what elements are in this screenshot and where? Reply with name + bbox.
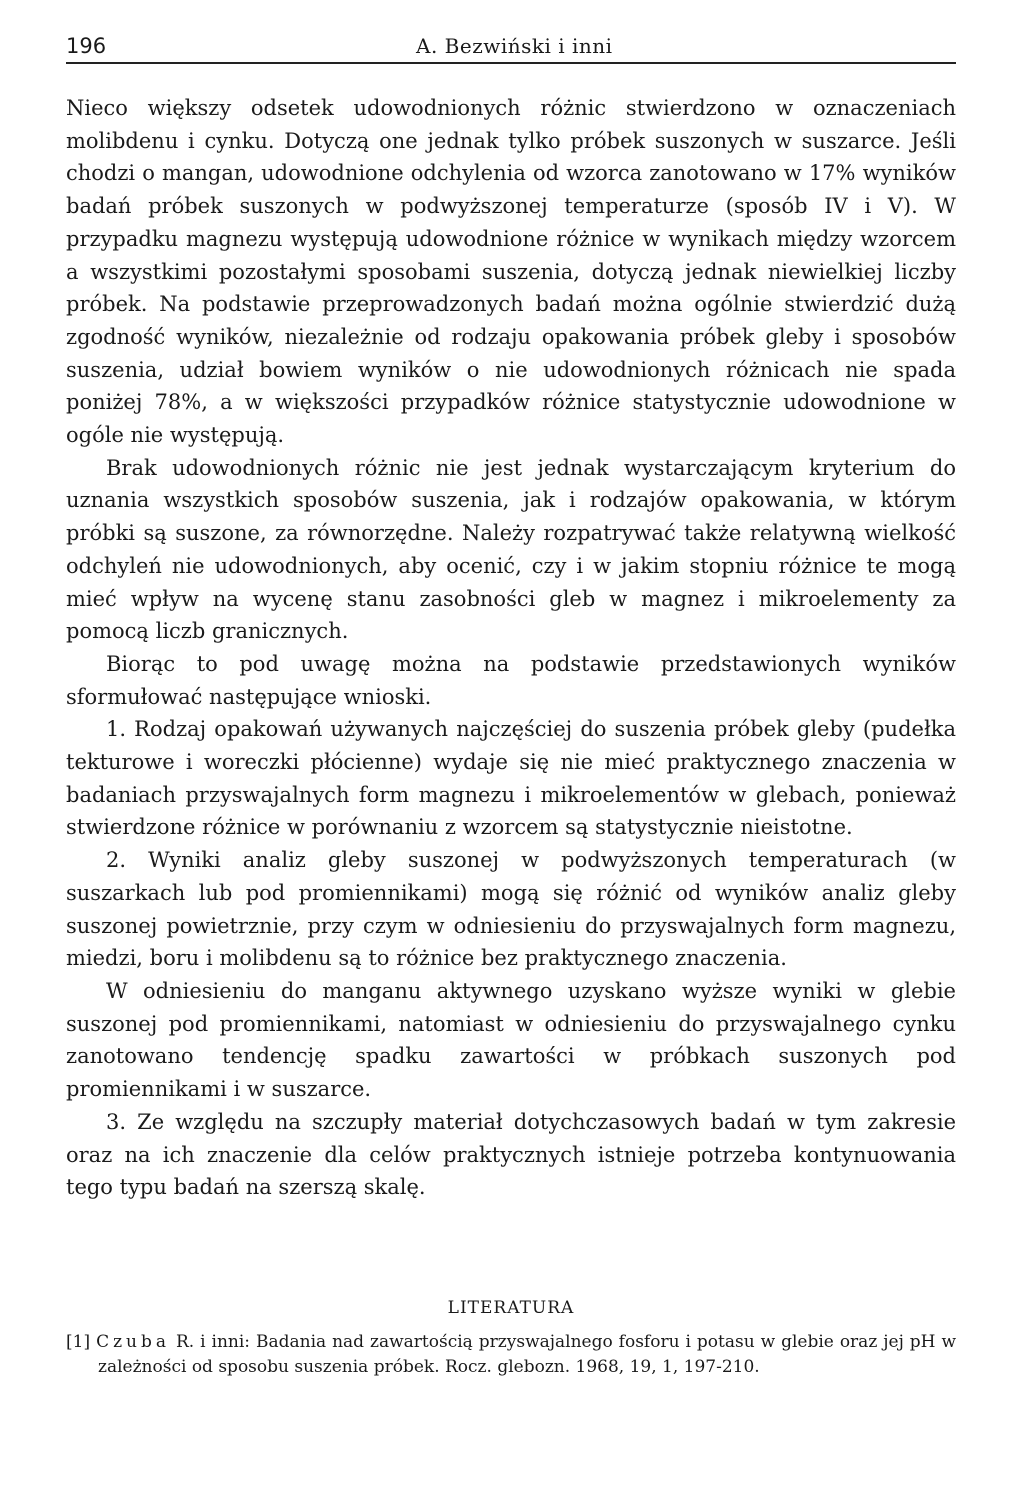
body-text	[66, 92, 956, 1204]
reference-text: R. i inni: Badania nad zawartością przyswajalnego fosforu i potasu w glebie oraz jej pH w zależności od sposobu suszenia próbek. Rocz. glebozn. 1968, 19, 1, 197-210.	[98, 1332, 957, 1377]
references-title: LITERATURA	[447, 1298, 575, 1318]
running-title: A. Bezwiński i inni	[416, 34, 613, 58]
references-list	[66, 1330, 956, 1379]
page	[66, 0, 956, 1498]
conclusion-item: 2. Wyniki analiz gleby suszonej w podwyższonych temperaturach (w suszarkach lub pod promiennikami) mogą się różnić od wyników analiz gleby suszonej powietrznie, przy czym w odniesieniu do przyswajalnych form magnezu, miedzi, boru i molibdenu są to różnice bez praktycznego znaczenia.	[66, 848, 956, 971]
reference-author: Czuba	[96, 1332, 170, 1352]
paragraph: Brak udowodnionych różnic nie jest jednak wystarczającym kryterium do uznania wszystkich sposobów suszenia, jak i rodzajów opakowania, w którym próbki są suszone, za równorzędne. Należy rozpatrywać także relatywną wielkość odchyleń nie udowodnionych, aby ocenić, czy i w jakim stopniu różnice te mogą mieć wpływ na wycenę stanu zasobności gleb w magnez i mikroelementy za pomocą liczb granicznych.	[66, 455, 956, 644]
paragraph: Biorąc to pod uwagę można na podstawie przedstawionych wyników sformułować następujące wnioski.	[66, 651, 956, 709]
running-head	[66, 30, 956, 64]
reference-item	[66, 1330, 956, 1379]
conclusion-item: 1. Rodzaj opakowań używanych najczęściej do suszenia próbek gleby (pudełka tekturowe i woreczki płócienne) wydaje się nie mieć praktycznego znaczenia w badaniach przyswajalnych form magnezu i mikroelementów w glebach, ponieważ stwierdzone różnice w porównaniu z wzorcem są statystycznie nieistotne.	[66, 717, 956, 840]
paragraph: Nieco większy odsetek udowodnionych różnic stwierdzono w oznaczeniach molibdenu i cynku. Dotyczą one jednak tylko próbek suszonych w suszarce. Jeśli chodzi o mangan, udowodnione odchylenia od wzorca zanotowano w 17%⁠ wyników badań próbek suszonych w podwyższonej temperaturze (sposób IV i V). W przypadku magnezu występują udowodnione różnice w wynikach między wzorcem a wszystkimi pozostałymi sposobami suszenia, dotyczą jednak niewielkiej liczby próbek. Na podstawie przeprowadzonych badań można ogólnie stwierdzić dużą zgodność wyników, niezależnie od rodzaju opakowania próbek gleby i sposobów suszenia, udział bowiem wyników o nie udowodnionych różnicach nie spada poniżej 78%, a w większości przypadków różnice statystycznie udowodnione w ogóle nie występują.	[66, 96, 956, 448]
reference-number: [1]	[66, 1332, 91, 1352]
conclusion-item: 3. Ze względu na szczupły materiał dotychczasowych badań w tym zakresie oraz na ich znaczenie dla celów praktycznych istnieje potrzeba kontynuowania tego typu badań na szerszą skalę.	[66, 1109, 956, 1200]
page-number: 196	[66, 34, 107, 58]
paragraph: W odniesieniu do manganu aktywnego uzyskano wyższe wyniki w glebie suszonej pod promiennikami, natomiast w odniesieniu do przyswajalnego cynku zanotowano tendencję spadku zawartości w próbkach suszonych pod promiennikami i w suszarce.	[66, 978, 956, 1102]
